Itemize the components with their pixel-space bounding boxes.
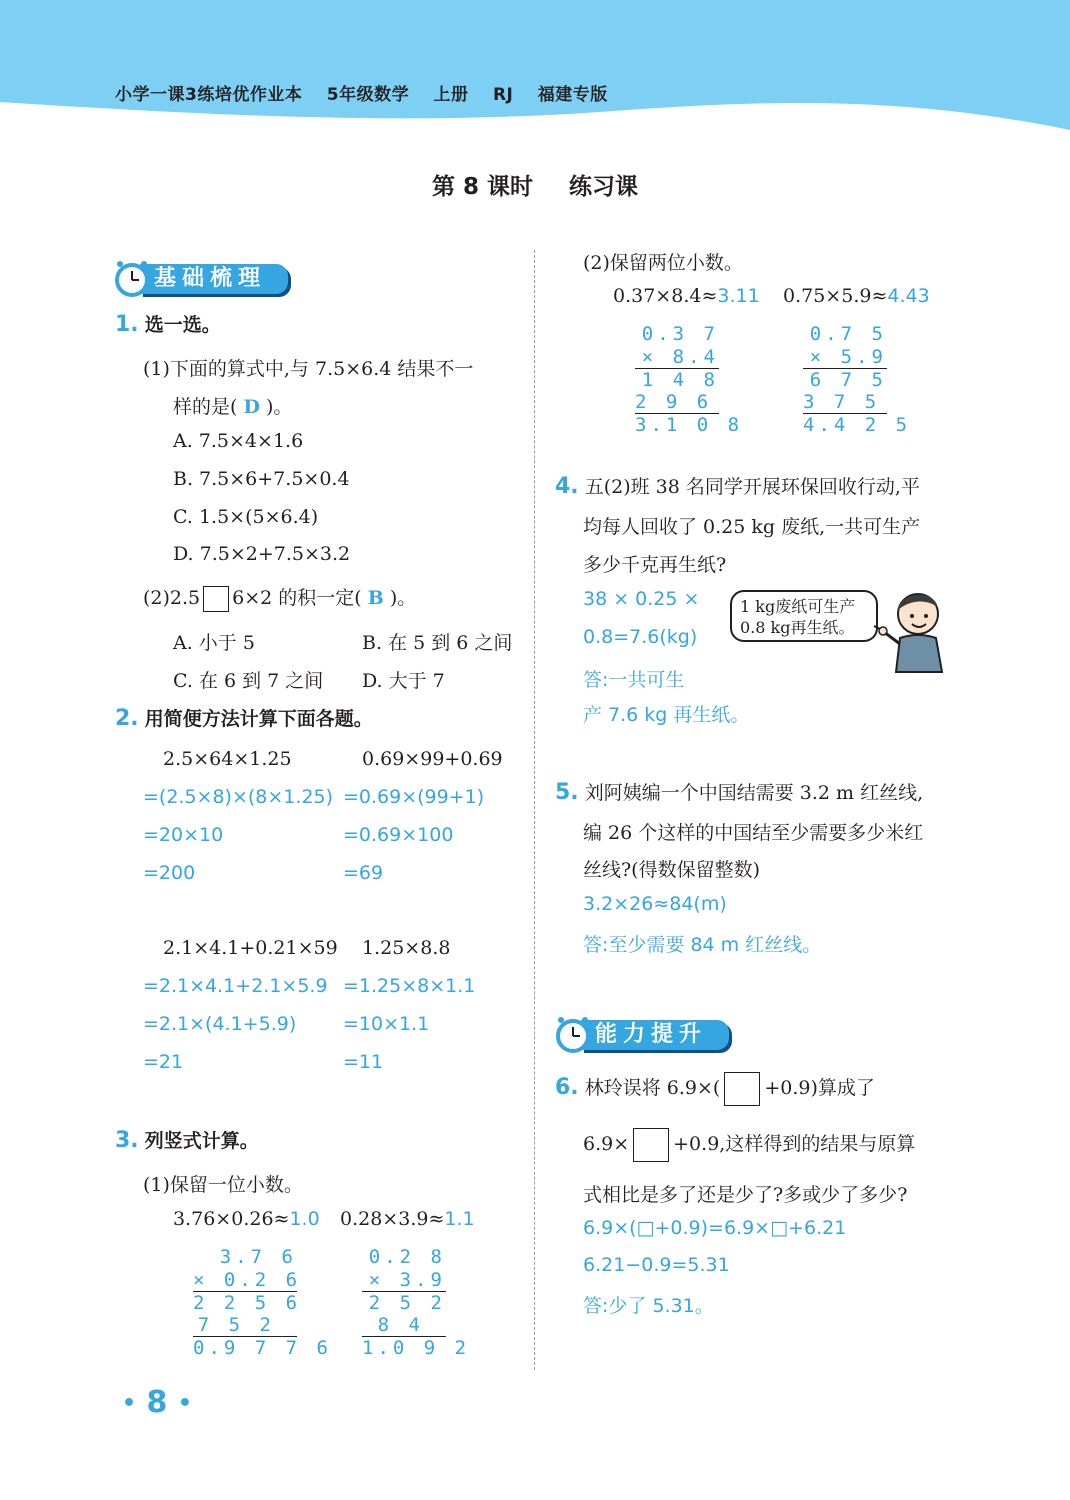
q4-number: 4. xyxy=(555,474,579,499)
q3-p1-b xyxy=(340,1208,475,1230)
q1-p1-prefix: 样的是( xyxy=(173,396,238,418)
q2d-step2: =10×1.1 xyxy=(343,1013,430,1035)
vcalc-row: 0.3 7 xyxy=(641,323,719,345)
q3-p2-b-answer: 4.43 xyxy=(887,285,930,307)
q5-line1 xyxy=(555,778,923,805)
vertical-calc-1 xyxy=(193,1246,332,1359)
column-divider xyxy=(534,250,535,1370)
section-title-advanced: 能力提升 xyxy=(595,1022,708,1047)
q3-p1-b-answer: 1.1 xyxy=(444,1208,475,1230)
q3-p1-a-expr: 3.76×0.26≈ xyxy=(173,1208,290,1230)
q4-solution-1: 38 × 0.25 × xyxy=(583,588,700,610)
q3-title: 列竖式计算。 xyxy=(144,1130,259,1152)
blank-box xyxy=(724,1072,760,1106)
q3-p1-a xyxy=(173,1208,320,1230)
q4-line1 xyxy=(555,472,920,499)
q1-option-b: B. 7.5×6+7.5×0.4 xyxy=(173,468,350,490)
bubble-line-1: 1 kg废纸可生产 xyxy=(740,597,856,616)
q2a-step3: =200 xyxy=(143,862,196,884)
vcalc-row: 2 9 6 xyxy=(635,390,713,413)
q3-p2-a-answer: 3.11 xyxy=(717,285,760,307)
vcalc-row: 3.7 6 xyxy=(219,1246,297,1268)
header-region: 福建专版 xyxy=(537,85,608,105)
q6-text-1a: 林玲误将 6.9×( xyxy=(584,1077,721,1099)
speech-bubble xyxy=(730,590,878,642)
q2c-step1: =2.1×4.1+2.1×5.9 xyxy=(143,975,328,997)
vcalc-row: 0.7 5 xyxy=(809,323,887,345)
lesson-name: 练习课 xyxy=(569,174,639,200)
q4-answer-1: 答:一共可生 xyxy=(583,669,685,691)
q3-p1-label: (1)保留一位小数。 xyxy=(143,1174,303,1196)
clock-icon xyxy=(553,1012,597,1056)
header-grade: 5年级数学 xyxy=(326,85,410,105)
q2b-step3: =69 xyxy=(343,862,384,884)
q1-p2-option-a: A. 小于 5 xyxy=(173,632,255,654)
q4-answer-2: 产 7.6 kg 再生纸。 xyxy=(583,704,750,726)
q1-option-a: A. 7.5×4×1.6 xyxy=(173,430,304,452)
page-number: • 8 • xyxy=(122,1385,192,1420)
q3-p2-a xyxy=(613,285,760,307)
q3-p1-b-expr: 0.28×3.9≈ xyxy=(340,1208,445,1230)
header-volume: 上册 xyxy=(433,85,469,105)
q1-p1-suffix: )。 xyxy=(266,396,293,418)
q1-p1-line1: (1)下面的算式中,与 7.5×6.4 结果不一 xyxy=(143,358,474,380)
vcalc-row: 1.0 9 2 xyxy=(362,1337,471,1359)
vcalc-row: 2 5 2 xyxy=(362,1291,446,1314)
q1-p2-option-c: C. 在 6 到 7 之间 xyxy=(173,670,324,692)
boy-illustration-icon xyxy=(872,586,958,674)
q6-solution-2: 6.21−0.9=5.31 xyxy=(583,1254,730,1276)
clock-icon xyxy=(112,256,156,300)
q2-number: 2. xyxy=(115,706,139,731)
q1-p1-answer: D xyxy=(243,396,260,418)
q6-text-2b: +0.9,这样得到的结果与原算 xyxy=(673,1133,916,1155)
q5-solution: 3.2×26≈84(m) xyxy=(583,893,727,915)
vertical-calc-4 xyxy=(803,323,912,436)
bubble-line-2: 0.8 kg再生纸。 xyxy=(740,618,855,637)
section-title-basic: 基础梳理 xyxy=(154,266,267,291)
q2a-step1: =(2.5×8)×(8×1.25) xyxy=(143,786,334,808)
q1-p1-line2 xyxy=(173,392,292,419)
q1-p2-middle: 6×2 的积一定( xyxy=(232,587,362,609)
q2-title: 用简便方法计算下面各题。 xyxy=(144,708,373,730)
q6-line1 xyxy=(555,1072,875,1106)
q6-line3: 式相比是多了还是少了?多或少了多少? xyxy=(583,1184,908,1206)
q3-p1-a-answer: 1.0 xyxy=(289,1208,320,1230)
vcalc-row: × 5.9 xyxy=(809,345,887,368)
q6-text-1b: +0.9)算成了 xyxy=(764,1077,875,1099)
q1-heading xyxy=(115,310,221,337)
page-number-value: 8 xyxy=(146,1385,168,1420)
vcalc-row: 3.1 0 8 xyxy=(635,414,744,436)
q2b-expression: 0.69×99+0.69 xyxy=(362,748,503,770)
lesson-title xyxy=(0,168,1070,201)
vcalc-row: 0.2 8 xyxy=(368,1246,446,1268)
q1-title: 选一选。 xyxy=(144,314,221,336)
q4-text-1: 五(2)班 38 名同学开展环保回收行动,平 xyxy=(584,476,920,498)
vcalc-row: × 3.9 xyxy=(368,1268,446,1291)
header-edition: RJ xyxy=(492,85,514,105)
q6-text-2a: 6.9× xyxy=(583,1133,630,1155)
q3-p2-b-expr: 0.75×5.9≈ xyxy=(783,285,888,307)
vcalc-row: 2 2 5 6 xyxy=(193,1292,302,1314)
q1-number: 1. xyxy=(115,312,139,337)
q1-p2-option-b: B. 在 5 到 6 之间 xyxy=(362,632,513,654)
q2a-expression: 2.5×64×1.25 xyxy=(163,748,292,770)
q1-p2-suffix: )。 xyxy=(389,587,417,609)
vcalc-row: 1 4 8 xyxy=(635,368,719,391)
q2b-step1: =0.69×(99+1) xyxy=(343,786,485,808)
header-series: 小学一课3练培优作业本 xyxy=(115,85,303,105)
blank-box xyxy=(203,586,229,612)
q1-p2-prefix: (2)2.5 xyxy=(143,587,201,609)
lesson-number: 第 8 课时 xyxy=(431,174,533,200)
q2a-step2: =20×10 xyxy=(143,824,224,846)
vcalc-row: 7 5 2 xyxy=(197,1313,275,1336)
blank-box xyxy=(633,1128,669,1162)
q2c-step2: =2.1×(4.1+5.9) xyxy=(143,1013,297,1035)
section-banner-advanced xyxy=(553,1012,743,1052)
q5-text-1: 刘阿姨编一个中国结需要 3.2 m 红丝线, xyxy=(584,782,924,804)
vertical-calc-2 xyxy=(362,1246,471,1359)
q6-line2 xyxy=(583,1128,915,1162)
q3-number: 3. xyxy=(115,1128,139,1153)
q6-number: 6. xyxy=(555,1075,579,1100)
q1-p2-answer: B xyxy=(367,587,384,609)
q5-line2: 编 26 个这样的中国结至少需要多少米红 xyxy=(583,822,924,844)
vcalc-row: × 0.2 6 xyxy=(193,1268,302,1291)
q6-answer: 答:少了 5.31。 xyxy=(583,1295,714,1317)
q3-p2-label: (2)保留两位小数。 xyxy=(583,252,743,274)
vcalc-row: 3 7 5 xyxy=(803,390,881,413)
q3-p2-a-expr: 0.37×8.4≈ xyxy=(613,285,718,307)
vcalc-row: × 8.4 xyxy=(641,345,719,368)
q1-option-d: D. 7.5×2+7.5×3.2 xyxy=(173,543,351,565)
vcalc-row: 4.4 2 5 xyxy=(803,414,912,436)
q1-p2-line xyxy=(143,583,416,612)
q5-number: 5. xyxy=(555,780,579,805)
q2d-expression: 1.25×8.8 xyxy=(362,937,451,959)
q2c-step3: =21 xyxy=(143,1051,184,1073)
q2c-expression: 2.1×4.1+0.21×59 xyxy=(163,937,338,959)
section-banner-basic xyxy=(112,256,302,296)
q5-answer: 答:至少需要 84 m 红丝线。 xyxy=(583,934,822,956)
q4-line3: 多少千克再生纸? xyxy=(583,554,727,576)
vcalc-row: 8 4 xyxy=(377,1313,424,1336)
q2-heading xyxy=(115,704,373,731)
q1-option-c: C. 1.5×(5×6.4) xyxy=(173,506,319,528)
q2b-step2: =0.69×100 xyxy=(343,824,454,846)
q6-solution-1: 6.9×(□+0.9)=6.9×□+6.21 xyxy=(583,1217,847,1239)
q4-solution-2: 0.8=7.6(kg) xyxy=(583,626,698,648)
vertical-calc-3 xyxy=(635,323,744,436)
q2d-step3: =11 xyxy=(343,1051,384,1073)
header-title xyxy=(115,80,626,105)
q3-p2-b xyxy=(783,285,930,307)
vcalc-row: 0.9 7 7 6 xyxy=(193,1337,332,1359)
q5-line3: 丝线?(得数保留整数) xyxy=(583,859,761,881)
vcalc-row: 6 7 5 xyxy=(803,368,887,391)
q3-heading xyxy=(115,1126,259,1153)
q2d-step1: =1.25×8×1.1 xyxy=(343,975,476,997)
q4-line2: 均每人回收了 0.25 kg 废纸,一共可生产 xyxy=(583,516,921,538)
q1-p2-option-d: D. 大于 7 xyxy=(362,670,445,692)
